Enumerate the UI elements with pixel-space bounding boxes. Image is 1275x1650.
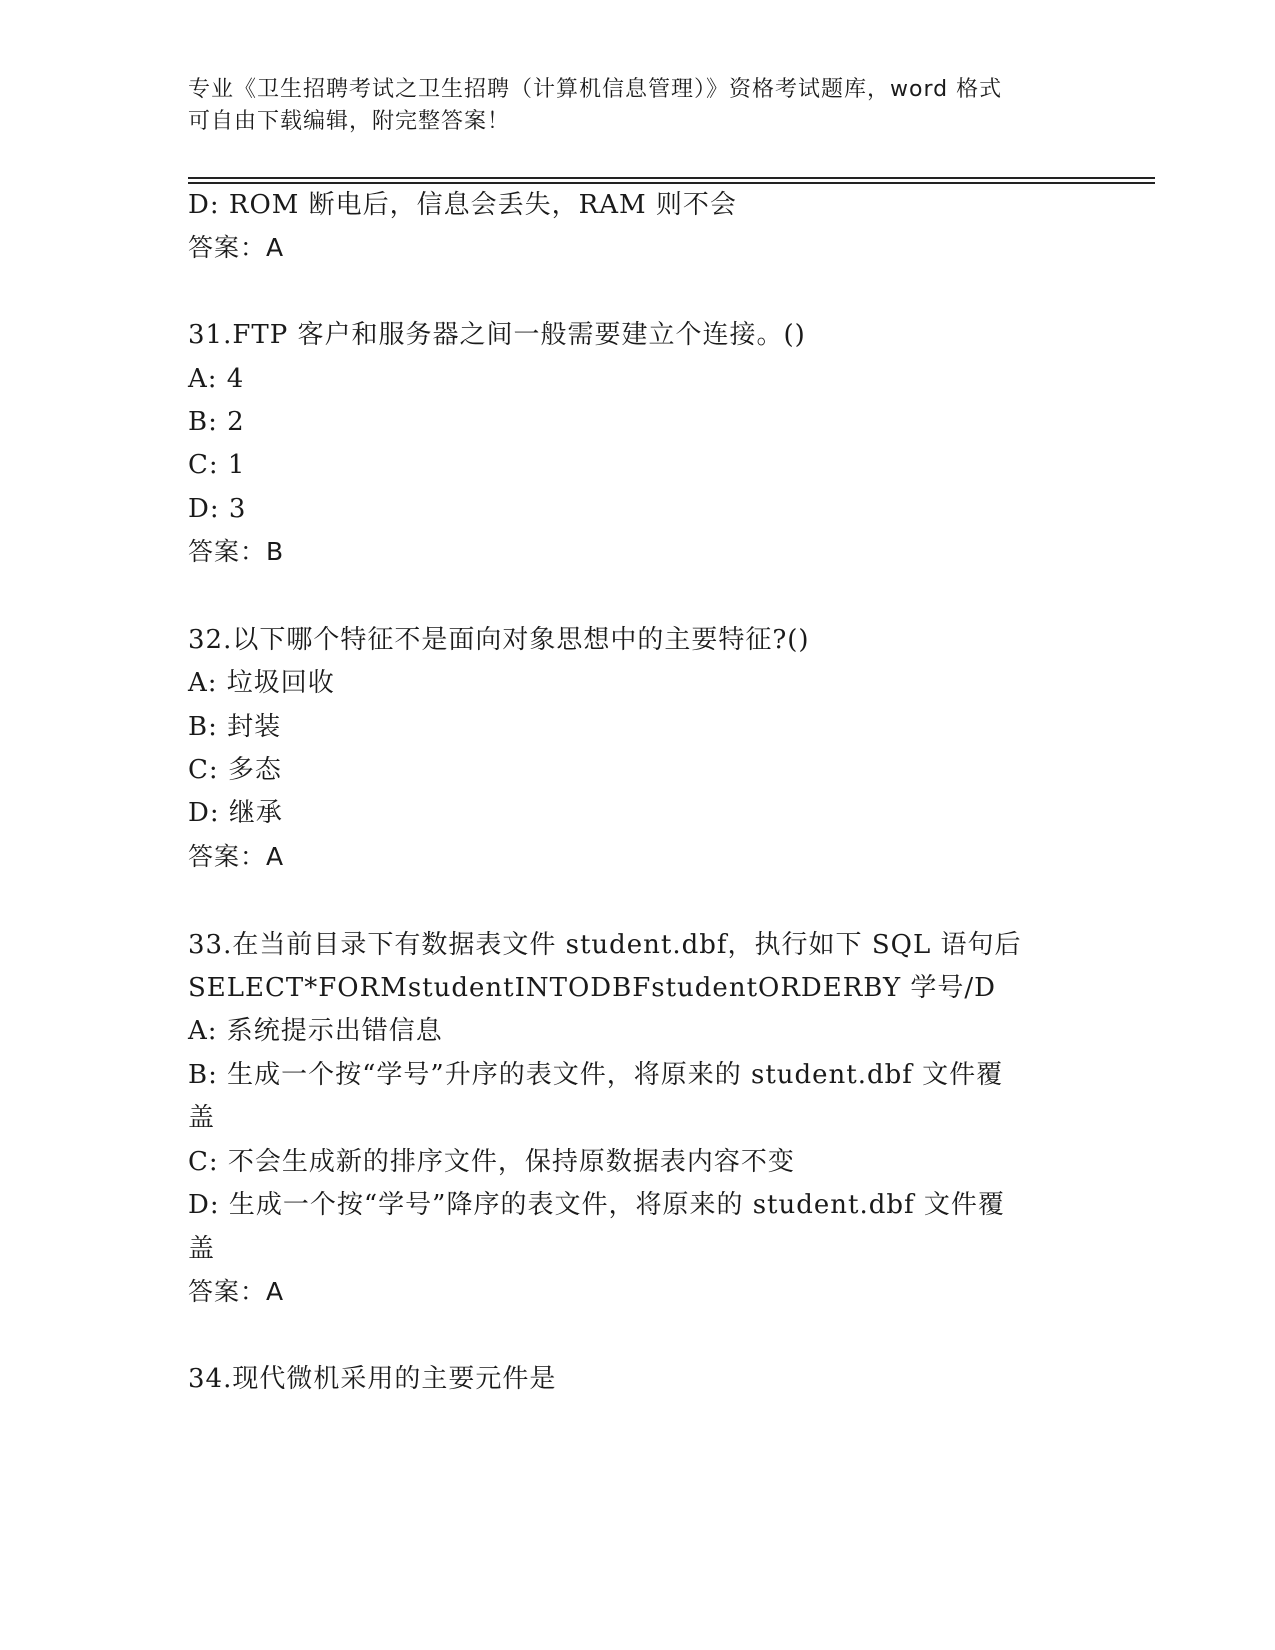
q32-answer: 答案：A xyxy=(188,842,285,871)
q33-option-c: C: 不会生成新的排序文件，保持原数据表内容不变 xyxy=(188,1147,795,1177)
q33-answer: 答案：A xyxy=(188,1277,285,1306)
q31-option-c: C: 1 xyxy=(188,450,246,480)
q34-question: 34.现代微机采用的主要元件是 xyxy=(188,1364,557,1394)
q31-option-a: A: 4 xyxy=(188,364,245,394)
q33-option-d-line-2: 盖 xyxy=(188,1234,216,1264)
q33-question-line-2: SELECT*FORMstudentINTODBFstudentORDERBY 学号/D xyxy=(188,973,996,1003)
document-header xyxy=(188,74,1088,138)
q30-answer: 答案：A xyxy=(188,233,285,262)
q31-option-d: D: 3 xyxy=(188,494,247,524)
q33-option-d-line-1: D: 生成一个按“学号”降序的表文件，将原来的 student.dbf 文件覆 xyxy=(188,1190,1005,1220)
q33-question-line-1: 33.在当前目录下有数据表文件 student.dbf，执行如下 SQL 语句后 xyxy=(188,930,1022,960)
header-divider-bottom xyxy=(188,182,1155,184)
q33-option-b-line-2: 盖 xyxy=(188,1103,216,1133)
q31-option-b: B: 2 xyxy=(188,407,245,437)
q32-option-a: A: 垃圾回收 xyxy=(188,668,335,698)
header-title-line-1: 专业《卫生招聘考试之卫生招聘（计算机信息管理）》资格考试题库，word 格式 xyxy=(188,77,1003,102)
q32-question: 32.以下哪个特征不是面向对象思想中的主要特征?() xyxy=(188,625,810,655)
q32-option-c: C: 多态 xyxy=(188,755,282,785)
q31-question: 31.FTP 客户和服务器之间一般需要建立个连接。() xyxy=(188,320,806,350)
q32-option-d: D: 继承 xyxy=(188,798,283,828)
q33-option-a: A: 系统提示出错信息 xyxy=(188,1016,443,1046)
q32-option-b: B: 封装 xyxy=(188,712,282,742)
header-title-line-2: 可自由下载编辑，附完整答案！ xyxy=(188,109,511,134)
q33-option-b-line-1: B: 生成一个按“学号”升序的表文件，将原来的 student.dbf 文件覆 xyxy=(188,1060,1004,1090)
header-divider-top xyxy=(188,177,1155,179)
q30-option-d: D: ROM 断电后，信息会丢失，RAM 则不会 xyxy=(188,190,737,220)
q31-answer: 答案：B xyxy=(188,537,285,566)
